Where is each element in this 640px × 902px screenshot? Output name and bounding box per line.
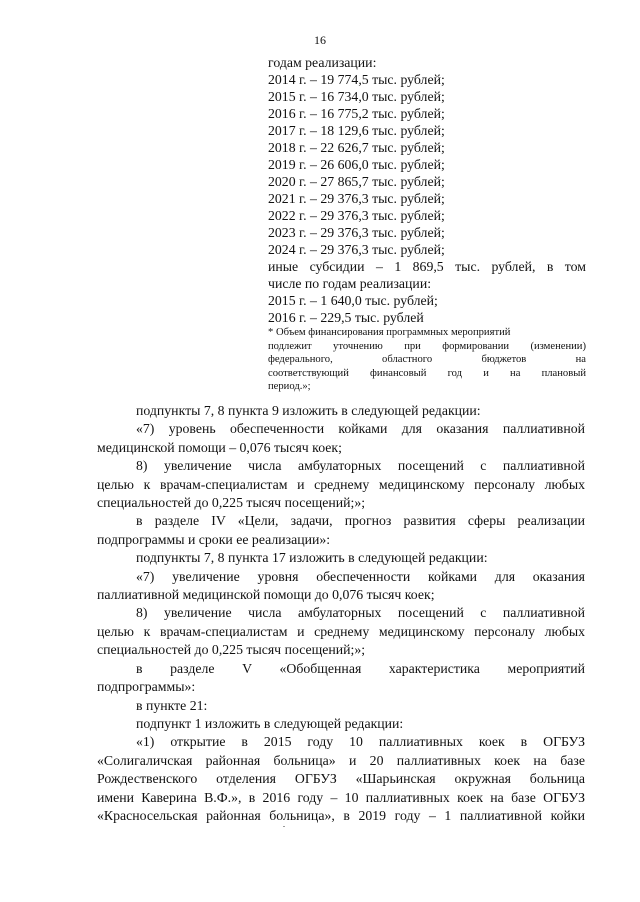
paragraph-line: «1) открытие в 2015 году 10 паллиативных коек в ОГБУЗ <box>136 734 585 750</box>
footnote-line: * Объем финансирования программных мероприятий <box>268 327 511 338</box>
text-line: 2020 г. – 27 865,7 тыс. рублей; <box>268 174 445 189</box>
paragraph-line: в разделе IV «Цели, задачи, прогноз развития сферы реализации <box>136 513 585 529</box>
text-line: 2019 г. – 26 606,0 тыс. рублей; <box>268 157 445 172</box>
text-line: 2022 г. – 29 376,3 тыс. рублей; <box>268 208 445 223</box>
paragraph-line: в пункте 21: <box>136 697 208 713</box>
text-line: годам реализации: <box>268 55 377 70</box>
paragraph-line: специальностей до 0,225 тысяч посещений;»; <box>97 495 366 511</box>
paragraph-line: специальностей до 0,225 тысяч посещений;»; <box>97 642 366 658</box>
paragraph-line: «7) увеличение уровня обеспеченности койками для оказания <box>136 568 585 584</box>
footnote <box>268 326 586 394</box>
paragraph-line: Рождественского отделения ОГБУЗ «Шарьинская окружная больница <box>97 771 585 787</box>
scan-speck <box>283 826 285 827</box>
paragraph-line: целью к врачам-специалистам и среднему медицинскому персоналу любых <box>97 623 585 639</box>
text-line: 2024 г. – 29 376,3 тыс. рублей; <box>268 242 445 257</box>
text-line: иные субсидии – 1 869,5 тыс. рублей, в том <box>268 259 586 274</box>
footnote-line: подлежит уточнению при формировании (изменении) <box>268 340 586 352</box>
text-line: 2016 г. – 229,5 тыс. рублей <box>268 310 424 325</box>
text-line: 2015 г. – 1 640,0 тыс. рублей; <box>268 293 438 308</box>
text-line: 2017 г. – 18 129,6 тыс. рублей; <box>268 123 445 138</box>
paragraph-line: медицинской помощи – 0,076 тысяч коек; <box>97 439 342 455</box>
footnote-line: федерального, областного бюджетов на <box>268 354 586 366</box>
paragraph-line: подпункт 1 изложить в следующей редакции: <box>136 715 404 731</box>
text-line: числе по годам реализации: <box>268 276 432 291</box>
page-number: 16 <box>314 33 326 47</box>
paragraph-line: имени Каверина В.Ф.», в 2016 году – 10 паллиативных коек на базе ОГБУЗ <box>97 789 585 805</box>
paragraph-line: подпрограммы»: <box>97 679 196 695</box>
main-text <box>97 402 585 825</box>
paragraph-line: «7) уровень обеспеченности койками для оказания паллиативной <box>136 421 585 437</box>
paragraph-line: «Солигаличская районная больница» и 20 паллиативных коек на базе <box>97 752 585 768</box>
footnote-line: период.»; <box>268 381 311 393</box>
text-line: 2016 г. – 16 775,2 тыс. рублей; <box>268 106 445 121</box>
paragraph-line: 8) увеличение числа амбулаторных посещений с паллиативной <box>136 458 585 474</box>
text-line: 2014 г. – 19 774,5 тыс. рублей; <box>268 72 445 87</box>
paragraph-line: подпункты 7, 8 пункта 9 изложить в следующей редакции: <box>136 403 481 418</box>
text-line: 2015 г. – 16 734,0 тыс. рублей; <box>268 89 445 104</box>
top-column <box>268 54 586 394</box>
footnote-line: соответствующий финансовый год и на плановый <box>268 367 586 379</box>
paragraph-line: подпрограммы и сроки ее реализации»: <box>97 531 331 547</box>
text-line: 2018 г. – 22 626,7 тыс. рублей; <box>268 140 445 155</box>
text-line: 2021 г. – 29 376,3 тыс. рублей; <box>268 191 445 206</box>
paragraph-line: целью к врачам-специалистам и среднему медицинскому персоналу любых <box>97 476 585 492</box>
paragraph-line: 8) увеличение числа амбулаторных посещений с паллиативной <box>136 605 585 621</box>
paragraph-line: «Красносельская районная больница», в 2019 году – 1 паллиативной койки <box>97 807 585 823</box>
paragraph-line: в разделе V «Обобщенная характеристика мероприятий <box>136 660 585 676</box>
paragraph-line: паллиативной медицинской помощи до 0,076 тысяч коек; <box>97 587 435 603</box>
paragraph-line: подпункты 7, 8 пункта 17 изложить в следующей редакции: <box>136 550 488 566</box>
text-line: 2023 г. – 29 376,3 тыс. рублей; <box>268 225 445 240</box>
